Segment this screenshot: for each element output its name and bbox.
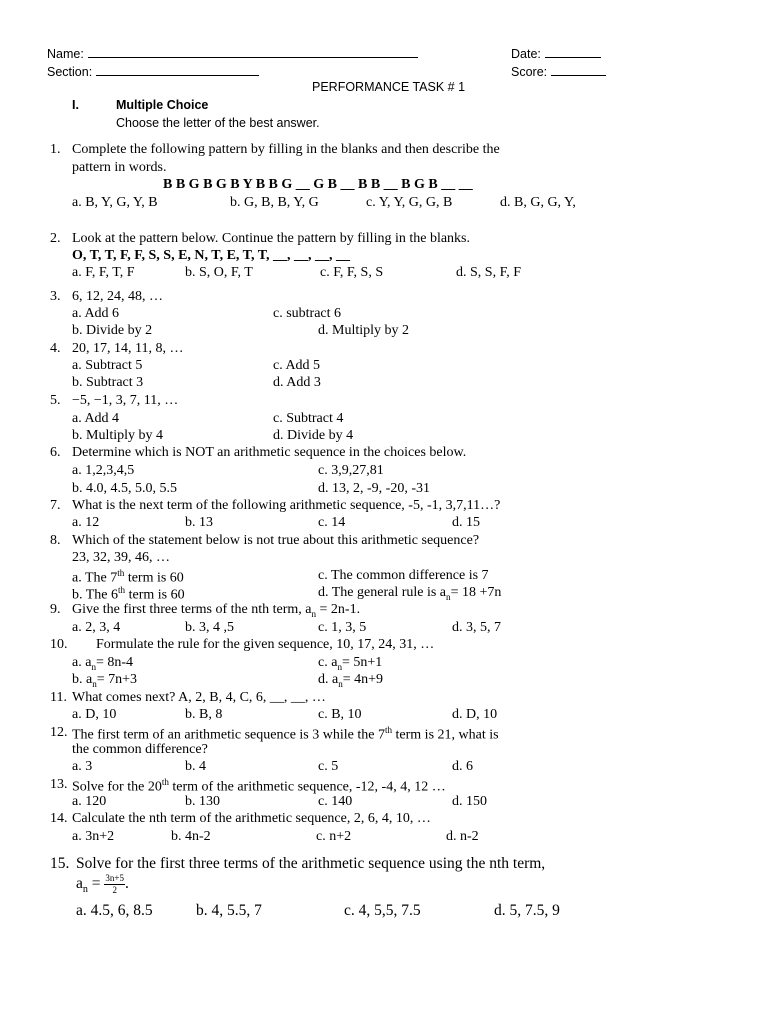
q10-text: Formulate the rule for the given sequence, 10, 17, 24, 31, … <box>96 637 435 652</box>
q4-choice-d[interactable]: d. Add 3 <box>273 375 321 390</box>
q14-text: Calculate the nth term of the arithmetic sequence, 2, 6, 4, 10, … <box>72 811 431 826</box>
q13-choice-c[interactable]: c. 140 <box>318 794 353 809</box>
q5-choice-a[interactable]: a. Add 4 <box>72 411 120 426</box>
q7-text: What is the next term of the following arithmetic sequence, -5, -1, 3,7,11…? <box>72 498 501 513</box>
score-field: Score: <box>511 63 606 79</box>
instructions: Choose the letter of the best answer. <box>116 116 320 130</box>
q9-choice-c[interactable]: c. 1, 3, 5 <box>318 620 367 635</box>
q14-number: 14. <box>50 811 68 826</box>
q1-number: 1. <box>50 142 61 157</box>
q3-number: 3. <box>50 289 61 304</box>
q15-choice-a[interactable]: a. 4.5, 6, 8.5 <box>76 902 153 919</box>
q8-choice-b[interactable]: b. The 6th term is 60 <box>72 585 185 603</box>
q9-choice-a[interactable]: a. 2, 3, 4 <box>72 620 121 635</box>
q9-choice-b[interactable]: b. 3, 4 ,5 <box>185 620 234 635</box>
q13-choice-d[interactable]: d. 150 <box>452 794 487 809</box>
q11-number: 11. <box>50 690 67 705</box>
page-title: PERFORMANCE TASK # 1 <box>312 80 466 94</box>
q4-choice-c[interactable]: c. Add 5 <box>273 358 321 373</box>
q10-number: 10. <box>50 637 68 652</box>
date-blank[interactable] <box>545 45 601 58</box>
q2-choice-c[interactable]: c. F, F, S, S <box>320 265 384 280</box>
section-field: Section: <box>47 63 259 79</box>
q3-choice-b[interactable]: b. Divide by 2 <box>72 323 153 338</box>
q3-choice-c[interactable]: c. subtract 6 <box>273 306 342 321</box>
q10-choice-d[interactable]: d. $a_n= 4n+9$ <box>318 672 384 689</box>
name-blank[interactable] <box>88 45 418 58</box>
q5-number: 5. <box>50 393 61 408</box>
q11-choice-d[interactable]: d. D, 10 <box>452 707 498 722</box>
q6-choice-b[interactable]: b. 4.0, 4.5, 5.0, 5.5 <box>72 481 177 496</box>
q7-number: 7. <box>50 498 61 513</box>
q4-choice-b[interactable]: b. Subtract 3 <box>72 375 144 390</box>
q2-pattern: O, T, T, F, F, S, S, E, N, T, E, T, T, __, __, __, __ <box>72 248 351 263</box>
name-field: Name: <box>47 45 418 61</box>
q8-sequence: 23, 32, 39, 46, … <box>72 550 170 565</box>
q10-choice-b[interactable]: b. $a_n= 7n+3$ <box>72 672 138 689</box>
q6-choice-a[interactable]: a. 1,2,3,4,5 <box>72 463 135 478</box>
q9-choice-d[interactable]: d. 3, 5, 7 <box>452 620 501 635</box>
q6-number: 6. <box>50 445 61 460</box>
q15-fraction: $\frac{3n+5}{2}$ <box>105 873 124 895</box>
q4-number: 4. <box>50 341 61 356</box>
q9-text: Give the first three terms of the nth term, $a_n = 2n-1$. <box>72 602 361 619</box>
q2-text: Look at the pattern below. Continue the pattern by filling in the blanks. <box>72 231 471 246</box>
q4-choice-a[interactable]: a. Subtract 5 <box>72 358 143 373</box>
q15-choice-c[interactable]: c. 4, 5,5, 7.5 <box>344 902 421 919</box>
q8-number: 8. <box>50 533 61 548</box>
q1-pattern: B B G B G B Y B B G __ G B __ B B __ B G B __ __ <box>163 177 473 192</box>
q12-text: The first term of an arithmetic sequence is 3 while the 7th term is 21, what is <box>72 725 499 743</box>
q11-choice-b[interactable]: b. B, 8 <box>185 707 223 722</box>
score-blank[interactable] <box>551 63 606 76</box>
q12-choice-d[interactable]: d. 6 <box>452 759 473 774</box>
q3-text: 6, 12, 24, 48, … <box>72 289 163 304</box>
q11-choice-c[interactable]: c. B, 10 <box>318 707 362 722</box>
q4-text: 20, 17, 14, 11, 8, … <box>72 341 184 356</box>
q2-choice-a[interactable]: a. F, F, T, F <box>72 265 135 280</box>
q11-text: What comes next? A, 2, B, 4, C, 6, __, __, … <box>72 690 326 705</box>
q3-choice-a[interactable]: a. Add 6 <box>72 306 120 321</box>
q10-choice-c[interactable]: c. $a_n= 5n+1$ <box>318 655 383 672</box>
q6-text: Determine which is NOT an arithmetic sequence in the choices below. <box>72 445 467 460</box>
q15-choice-b[interactable]: b. 4, 5.5, 7 <box>196 902 262 919</box>
section-blank[interactable] <box>96 63 259 76</box>
q14-choice-b[interactable]: b. 4n-2 <box>171 829 211 844</box>
q5-choice-b[interactable]: b. Multiply by 4 <box>72 428 164 443</box>
q7-choice-c[interactable]: c. 14 <box>318 515 346 530</box>
q8-choice-a[interactable]: a. The 7th term is 60 <box>72 568 184 586</box>
q13-choice-a[interactable]: a. 120 <box>72 794 107 809</box>
q8-choice-c[interactable]: c. The common difference is 7 <box>318 568 489 583</box>
q7-choice-d[interactable]: d. 15 <box>452 515 480 530</box>
q2-choice-b[interactable]: b. S, O, F, T <box>185 265 253 280</box>
q6-choice-d[interactable]: d. 13, 2, -9, -20, -31 <box>318 481 430 496</box>
q5-choice-c[interactable]: c. Subtract 4 <box>273 411 344 426</box>
q12-choice-c[interactable]: c. 5 <box>318 759 339 774</box>
part-number: I. <box>72 98 79 112</box>
q10-choice-a[interactable]: a. $a_n= 8n-4$ <box>72 655 134 672</box>
q11-choice-a[interactable]: a. D, 10 <box>72 707 117 722</box>
q8-choice-d[interactable]: d. The general rule is $a_n= 18 +7n$ <box>318 585 502 602</box>
q7-choice-b[interactable]: b. 13 <box>185 515 213 530</box>
q6-choice-c[interactable]: c. 3,9,27,81 <box>318 463 384 478</box>
q14-choice-d[interactable]: d. n-2 <box>446 829 479 844</box>
q1-choice-b[interactable]: b. G, B, B, Y, G <box>230 195 319 210</box>
q9-number: 9. <box>50 602 61 617</box>
date-field: Date: <box>511 45 601 61</box>
q13-text: Solve for the 20th term of the arithmetic sequence, -12, -4, 4, 12 … <box>72 777 446 795</box>
q1-text: Complete the following pattern by filling in the blanks and then describe the <box>72 142 500 157</box>
q12-text-cont: the common difference? <box>72 742 208 757</box>
q5-text: −5, −1, 3, 7, 11, … <box>72 393 179 408</box>
q3-choice-d[interactable]: d. Multiply by 2 <box>318 323 410 338</box>
q15-formula: $a_n$ = $\frac{3n+5}{2}$ . <box>76 873 129 896</box>
q12-choice-a[interactable]: a. 3 <box>72 759 93 774</box>
q12-number: 12. <box>50 725 68 740</box>
part-title: Multiple Choice <box>116 98 209 112</box>
q15-text: Solve for the first three terms of the arithmetic sequence using the nth term, <box>76 855 546 872</box>
q14-choice-a[interactable]: a. 3n+2 <box>72 829 115 844</box>
q1-choice-d[interactable]: d. B, G, G, Y, <box>500 195 576 210</box>
q2-number: 2. <box>50 231 61 246</box>
q1-text-cont: pattern in words. <box>72 160 167 175</box>
q2-choice-d[interactable]: d. S, S, F, F <box>456 265 522 280</box>
q15-choice-d[interactable]: d. 5, 7.5, 9 <box>494 902 560 919</box>
q12-choice-b[interactable]: b. 4 <box>185 759 206 774</box>
q15-number: 15. <box>50 855 70 872</box>
q5-choice-d[interactable]: d. Divide by 4 <box>273 428 354 443</box>
q14-choice-c[interactable]: c. n+2 <box>316 829 352 844</box>
q13-number: 13. <box>50 777 68 792</box>
q13-choice-b[interactable]: b. 130 <box>185 794 220 809</box>
q7-choice-a[interactable]: a. 12 <box>72 515 100 530</box>
q1-choice-c[interactable]: c. Y, Y, G, G, B <box>366 195 453 210</box>
q8-text: Which of the statement below is not true about this arithmetic sequence? <box>72 533 480 548</box>
q1-choice-a[interactable]: a. B, Y, G, Y, B <box>72 195 158 210</box>
